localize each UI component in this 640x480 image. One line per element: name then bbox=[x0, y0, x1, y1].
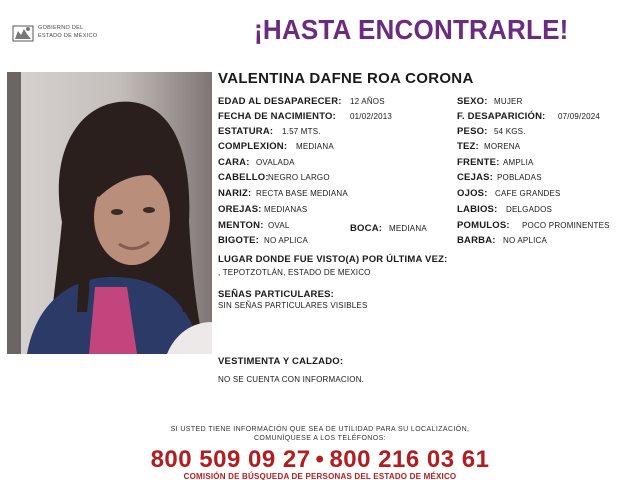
headline: ¡HASTA ENCONTRARLE! bbox=[254, 14, 569, 45]
fecha-desaparicion-label: F. DESAPARICIÓN: bbox=[457, 111, 546, 122]
pomulos-value: POCO PROMINENTES bbox=[522, 221, 610, 230]
cabello-label: CABELLO: bbox=[218, 172, 269, 183]
menton-label: MENTON: bbox=[218, 220, 264, 231]
edad-value: 12 AÑOS bbox=[350, 97, 385, 106]
barba-label: BARBA: bbox=[457, 235, 496, 246]
fecha-nacimiento-label: FECHA DE NACIMIENTO: bbox=[218, 111, 336, 122]
phone-number-2[interactable]: 800 216 03 61 bbox=[329, 446, 490, 473]
estatura-value: 1.57 MTS. bbox=[282, 127, 321, 136]
phone-number-1[interactable]: 800 509 09 27 bbox=[150, 446, 311, 473]
complexion-value: MEDIANA bbox=[296, 142, 334, 151]
estatura-label: ESTATURA: bbox=[218, 126, 274, 137]
cejas-label: CEJAS: bbox=[457, 172, 494, 183]
ojos-value: CAFE GRANDES bbox=[495, 189, 561, 198]
person-name: VALENTINA DAFNE ROA CORONA bbox=[218, 70, 474, 87]
nariz-value: RECTA BASE MEDIANA bbox=[256, 189, 348, 198]
last-seen-value: , TEPOTZOTLÁN, ESTADO DE MEXICO bbox=[218, 268, 371, 277]
labios-value: DELGADOS bbox=[506, 205, 553, 214]
nariz-label: NARIZ: bbox=[218, 188, 252, 199]
fecha-desaparicion-value: 07/09/2024 bbox=[558, 112, 601, 121]
phone-numbers bbox=[0, 446, 640, 474]
barba-value: NO APLICA bbox=[503, 236, 548, 245]
labios-label: LABIOS: bbox=[457, 204, 498, 215]
tez-label: TEZ: bbox=[457, 141, 479, 152]
orejas-label: OREJAS: bbox=[218, 204, 262, 215]
logo-text-line1: GOBIERNO DEL bbox=[38, 25, 84, 31]
orejas-value: MEDIANAS bbox=[264, 205, 308, 214]
distinguishing-marks-label: SEÑAS PARTICULARES: bbox=[218, 289, 335, 300]
sexo-value: MUJER bbox=[494, 97, 523, 106]
frente-label: FRENTE: bbox=[457, 157, 500, 168]
logo-text-line2: ESTADO DE MÉXICO bbox=[38, 33, 98, 39]
cabello-value: NEGRO LARGO bbox=[268, 173, 330, 182]
tez-value: MORENA bbox=[484, 142, 521, 151]
commission-name: COMISIÓN DE BÚSQUEDA DE PERSONAS DEL ESTADO DE MÉXICO bbox=[183, 472, 457, 480]
bigote-label: BIGOTE: bbox=[218, 235, 259, 246]
peso-label: PESO: bbox=[457, 126, 488, 137]
frente-value: AMPLIA bbox=[503, 158, 534, 167]
cejas-value: POBLADAS bbox=[497, 173, 542, 182]
peso-value: 54 KGS. bbox=[494, 127, 526, 136]
fecha-nacimiento-value: 01/02/2013 bbox=[350, 112, 393, 121]
state-emblem-icon bbox=[12, 23, 34, 43]
ojos-label: OJOS: bbox=[457, 188, 488, 199]
government-logo bbox=[12, 22, 122, 44]
cara-value: OVALADA bbox=[256, 158, 295, 167]
clothing-value: NO SE CUENTA CON INFORMACION. bbox=[218, 375, 365, 384]
complexion-label: COMPLEXION: bbox=[218, 141, 288, 152]
boca-value: MEDIANA bbox=[389, 224, 427, 233]
distinguishing-marks-value: SIN SEÑAS PARTICULARES VISIBLES bbox=[218, 301, 368, 310]
menton-value: OVAL bbox=[268, 221, 290, 230]
contact-note-line1: SI USTED TIENE INFORMACIÓN QUE SEA DE UTILIDAD PARA SU LOCALIZACIÓN, bbox=[170, 426, 470, 433]
cara-label: CARA: bbox=[218, 157, 250, 168]
separator-dot: • bbox=[315, 446, 325, 473]
clothing-label: VESTIMENTA Y CALZADO: bbox=[218, 356, 344, 367]
missing-person-photo bbox=[7, 72, 212, 354]
bigote-value: NO APLICA bbox=[264, 236, 309, 245]
boca-label: BOCA: bbox=[350, 223, 383, 234]
contact-note-line2: COMUNÍQUESE A LOS TELÉFONOS: bbox=[253, 435, 387, 442]
pomulos-label: POMULOS: bbox=[457, 220, 510, 231]
sexo-label: SEXO: bbox=[457, 96, 488, 107]
edad-label: EDAD AL DESAPARECER: bbox=[218, 96, 342, 107]
last-seen-label: LUGAR DONDE FUE VISTO(A) POR ÚLTIMA VEZ: bbox=[218, 254, 448, 265]
